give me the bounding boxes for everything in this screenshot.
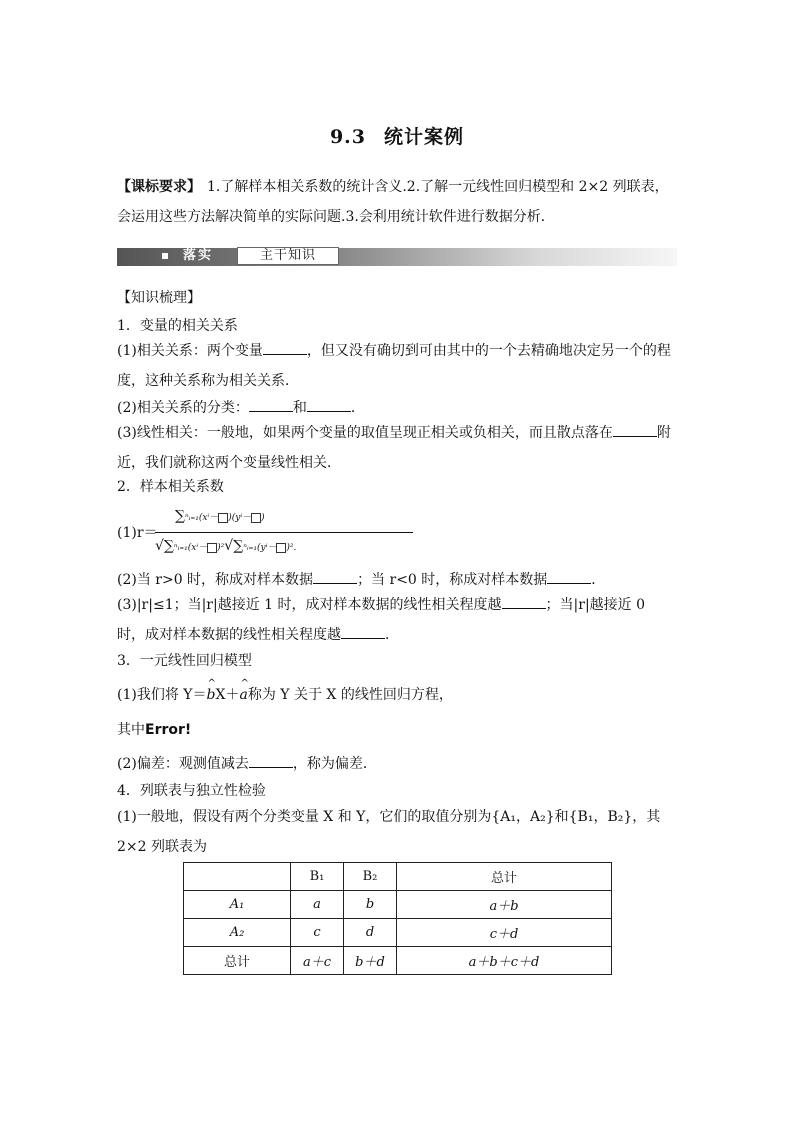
s3-p2-text-a: (2)偏差：观测值减去 xyxy=(117,756,249,772)
table-cell: A₁ xyxy=(184,891,291,919)
s2-p2-text-b: ；当 r<0 时，称成对样本数据 xyxy=(357,572,548,588)
fill-blank xyxy=(502,594,546,609)
s1-p1-text-a: (1)相关关系：两个变量 xyxy=(117,343,263,359)
s3-p1-text-c: X＋ xyxy=(215,687,240,703)
s1-title: 1．变量的相关关系 xyxy=(117,318,238,334)
s3-p1-text-e: 称为 Y 关于 X 的线性回归方程， xyxy=(247,687,453,703)
table-cell: a＋b＋c＋d xyxy=(397,947,612,975)
s2-paragraph-3 xyxy=(117,590,677,650)
table-cell: a＋c xyxy=(291,947,344,975)
fill-blank xyxy=(249,753,293,768)
s1-p2-text-b: 和 xyxy=(292,400,307,416)
section-banner xyxy=(117,243,677,267)
table-row xyxy=(184,947,612,975)
knowledge-tag: 【知识梳理】 xyxy=(117,290,201,306)
fill-blank xyxy=(313,569,357,584)
s1-p2-text-c: ． xyxy=(350,400,365,416)
banner-left xyxy=(117,247,235,265)
table-cell: 总计 xyxy=(397,863,612,891)
s3-error-prefix: 其中 xyxy=(117,722,145,738)
fill-blank xyxy=(249,397,293,412)
s3-error-line xyxy=(117,720,677,740)
s1-p1-text-b: ，但又没有确切到可由其中的一个去精确地决定另一个的程度，这种关系称为相关关系． xyxy=(117,343,671,389)
formula-lhs: (1)r＝ xyxy=(117,525,158,541)
a-hat: ^ a xyxy=(239,685,247,705)
table-cell: 总计 xyxy=(184,947,291,975)
fill-blank xyxy=(547,569,591,584)
s1-paragraph-3 xyxy=(117,418,677,478)
s2-p2-text-a: (2)当 r>0 时，称成对样本数据 xyxy=(117,572,314,588)
fill-blank xyxy=(341,624,385,639)
s3-title: 3．一元线性回归模型 xyxy=(117,653,252,669)
s2-p3-text-b: ；当|r|越接近 0 时，成对样本数据的线性相关程度越 xyxy=(117,597,646,643)
s1-p2-text-a: (2)相关关系的分类： xyxy=(117,400,249,416)
table-row xyxy=(184,919,612,947)
table-cell xyxy=(184,863,291,891)
s1-paragraph-2 xyxy=(117,397,677,418)
table-cell: c＋d xyxy=(397,919,612,947)
s3-p1-text-a: (1)我们将 Y＝ xyxy=(117,687,207,703)
s4-paragraph-1: (1)一般地，假设有两个分类变量 X 和 Y，它们的取值分别为{A₁，A₂}和{B₁，B₂}，其 2×2 列联表为 xyxy=(117,809,661,855)
table-row xyxy=(184,891,612,919)
table-header-row xyxy=(184,863,612,891)
s1-p3-text-a: (3)线性相关：一般地，如果两个变量的取值呈现正相关或负相关，而且散点落在 xyxy=(117,425,613,441)
s2-title: 2．样本相关系数 xyxy=(117,479,224,495)
course-requirements xyxy=(117,172,677,232)
s2-p3-text-c: ． xyxy=(385,627,399,643)
requirements-tag: 【课标要求】 xyxy=(117,179,201,195)
s2-paragraph-2 xyxy=(117,569,677,590)
s4-title: 4．列联表与独立性检验 xyxy=(117,783,266,799)
s3-p2-text-b: ，称为偏差． xyxy=(292,756,377,772)
table-cell: A₂ xyxy=(184,919,291,947)
s3-paragraph-1 xyxy=(117,685,677,705)
s1-paragraph-1 xyxy=(117,336,677,396)
formula-denominator: √∑ⁿᵢ₌₁(xⁱ－ )²√∑ⁿᵢ₌₁(yⁱ－ )². xyxy=(155,538,297,554)
table-cell: a＋b xyxy=(397,891,612,919)
fill-blank xyxy=(263,340,307,355)
error-text: Error! xyxy=(145,722,192,738)
b-hat: ^ b xyxy=(207,685,216,705)
table-cell: d xyxy=(344,919,397,947)
formula-numerator: ∑ⁿᵢ₌₁(xⁱ－ )(yⁱ－ ) xyxy=(175,508,265,524)
square-bullet-icon xyxy=(162,253,168,259)
fraction-bar xyxy=(155,532,413,533)
section-title: 统计案例 xyxy=(384,126,465,148)
section-number: 9.3 xyxy=(329,126,367,148)
page-title xyxy=(0,122,794,149)
correlation-formula xyxy=(117,506,417,562)
banner-right-label: 主干知识 xyxy=(237,247,339,265)
fill-blank xyxy=(307,397,351,412)
contingency-table xyxy=(183,862,612,975)
table-cell: a xyxy=(291,891,344,919)
table-cell: B₁ xyxy=(291,863,344,891)
s2-p2-text-c: ． xyxy=(591,572,606,588)
s1-p3-text-b: 附近，我们就称这两个变量线性相关． xyxy=(117,425,671,471)
s2-p3-text-a: (3)|r|≤1；当|r|越接近 1 时，成对样本数据的线性相关程度越 xyxy=(117,597,502,613)
table-cell: b xyxy=(344,891,397,919)
table-cell: c xyxy=(291,919,344,947)
requirements-text: 1.了解样本相关系数的统计含义.2.了解一元线性回归模型和 2×2 列联表，会运用这些方法解决简单的实际问题.3.会利用统计软件进行数据分析． xyxy=(117,179,669,225)
s3-paragraph-2 xyxy=(117,753,677,774)
table-cell: B₂ xyxy=(344,863,397,891)
banner-left-label: 落实 xyxy=(183,248,214,263)
table-cell: b＋d xyxy=(344,947,397,975)
fill-blank xyxy=(613,422,657,437)
